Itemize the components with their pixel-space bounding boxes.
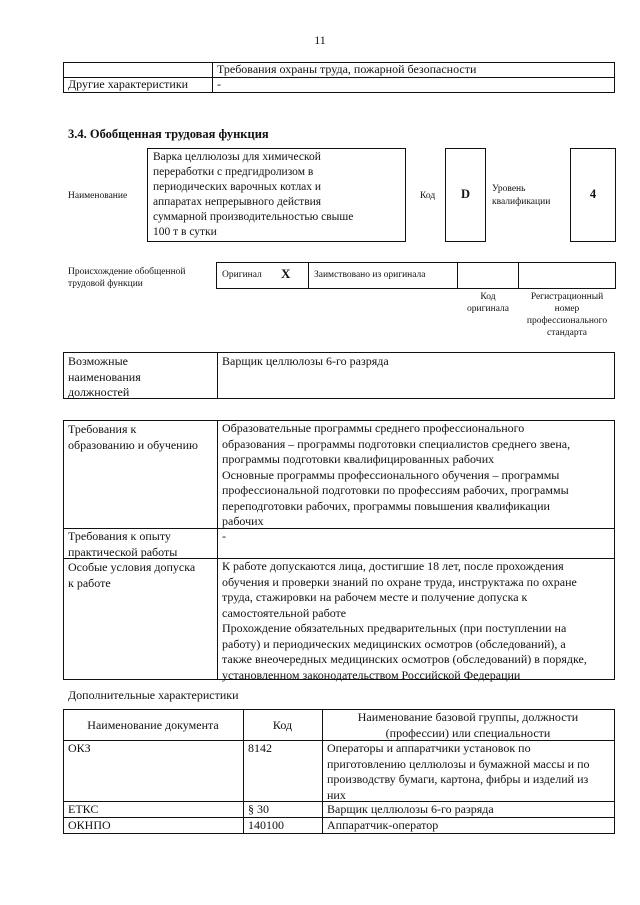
level-label-2: квалификации [492, 197, 551, 207]
additional-row-name-line: них [327, 787, 346, 802]
section-title: 3.4. Обобщенная трудовая функция [68, 127, 269, 141]
function-name-line: периодических варочных котлах и [153, 181, 322, 193]
additional-row-code: § 30 [248, 802, 269, 816]
function-name-line: Варка целлюлозы для химической [153, 151, 321, 163]
education-line: программы подготовки квалифицированных рабочих [222, 452, 495, 466]
additional-row-doc: ЕТКС [68, 802, 99, 816]
origin-reg-caption-2: номер [554, 304, 580, 314]
education-line: образования – программы подготовки специалистов среднего звена, [222, 436, 571, 451]
origin-reg-caption-3: профессионального [526, 316, 608, 326]
origin-label-1: Происхождение обобщенной [68, 267, 186, 277]
origin-original-mark: X [281, 266, 291, 281]
special-label [64, 560, 195, 591]
special-label-2: к работе [68, 575, 111, 590]
code-box [445, 148, 486, 242]
additional-row-name-line: приготовлению целлюлозы и бумажной массы и по [327, 756, 590, 771]
additional-row-name [323, 741, 590, 803]
origin-label-2: трудовой функции [68, 279, 143, 289]
origin-original-label: Оригинал [222, 270, 262, 280]
experience-value: - [222, 529, 226, 543]
possible-names-label-1: Возможные [68, 354, 128, 368]
function-name-line: аппаратах непрерывного действия [153, 196, 322, 208]
origin-borrowed-label: Заимствовано из оригинала [314, 270, 426, 280]
additional-row-doc: ОКЗ [68, 741, 91, 755]
page-number: 11 [314, 33, 326, 47]
additional-row-name-line: Операторы и аппаратчики установок по [327, 741, 531, 755]
additional-row-name: Аппаратчик-оператор [327, 818, 439, 832]
additional-header-code: Код [272, 718, 293, 732]
additional-header-doc: Наименование документа [87, 718, 219, 732]
function-name-line: переработки с предгидролизом в [153, 166, 314, 178]
education-line: рабочих [222, 514, 264, 528]
education-label [64, 422, 198, 453]
education-line: переподготовки рабочих, программы повышения квалификации [222, 498, 550, 513]
level-value: 4 [589, 187, 597, 201]
level-label-1: Уровень [492, 184, 526, 194]
possible-names-label [64, 354, 141, 401]
additional-row-code: 8142 [248, 741, 272, 755]
function-name-label: Наименование [68, 191, 128, 201]
special-text [218, 559, 587, 683]
additional-row-name: Варщик целлюлозы 6-го разряда [327, 802, 494, 816]
special-line: установленном законодательством Российской Федерации [222, 667, 521, 682]
education-label-2: образованию и обучению [68, 437, 198, 452]
possible-names-label-3: должностей [68, 385, 130, 399]
special-line: Прохождение обязательных предварительных (при поступлении на [222, 621, 567, 635]
top-row1-value: Требования охраны труда, пожарной безопасности [217, 62, 477, 76]
additional-row-doc: ОКНПО [68, 818, 111, 832]
education-text [218, 421, 570, 530]
additional-header-name [322, 710, 614, 741]
additional-header-name-1: Наименование базовой группы, должности [357, 710, 579, 724]
level-box [570, 148, 616, 242]
function-name-box [147, 148, 406, 242]
education-label-1: Требования к [68, 422, 137, 436]
special-line: также внеочередных медицинских осмотров (обследований) в порядке, [222, 652, 587, 666]
code-value: D [460, 187, 471, 201]
additional-row-code: 140100 [248, 818, 284, 832]
additional-title: Дополнительные характеристики [68, 688, 239, 702]
additional-header-name-2: (профессии) или специальности [385, 725, 551, 740]
special-line: самостоятельной работе [222, 605, 347, 620]
origin-code-caption-2: оригинала [467, 304, 509, 314]
code-label: Код [420, 191, 436, 201]
special-line: работу) и периодических медицинских осмотров (обследований), а [222, 636, 566, 651]
special-line: обучения и проверки знаний по охране труда, инструктажа по охране [222, 574, 577, 589]
top-row2-value: - [217, 77, 221, 91]
origin-code-caption-1: Код [480, 292, 496, 302]
additional-row-name-line: производству бумаги, картона, фибры и изделий из [327, 772, 589, 786]
top-row2-label: Другие характеристики [68, 77, 189, 91]
special-line: К работе допускаются лица, достигшие 18 лет, после прохождения [222, 559, 564, 573]
experience-label [64, 529, 177, 560]
function-name-line: суммарной производительностью свыше [153, 211, 354, 223]
function-name-line: 100 т в сутки [153, 226, 217, 238]
special-line: труда, стажировки на рабочем месте и получение допуска к [222, 590, 528, 604]
possible-names-label-2: наименования [68, 369, 141, 384]
origin-reg-caption-4: стандарта [547, 328, 587, 338]
education-line: профессиональной подготовки по профессиям рабочих, программы [222, 483, 569, 497]
education-line: Образовательные программы среднего профессионального [222, 421, 525, 435]
special-label-1: Особые условия допуска [68, 560, 196, 574]
education-line: Основные программы профессионального обучения – программы [222, 467, 560, 482]
experience-label-2: практической работы [68, 544, 178, 559]
experience-label-1: Требования к опыту [68, 529, 171, 543]
possible-names-value: Варщик целлюлозы 6-го разряда [222, 354, 389, 368]
origin-reg-caption-1: Регистрационный [530, 292, 604, 302]
